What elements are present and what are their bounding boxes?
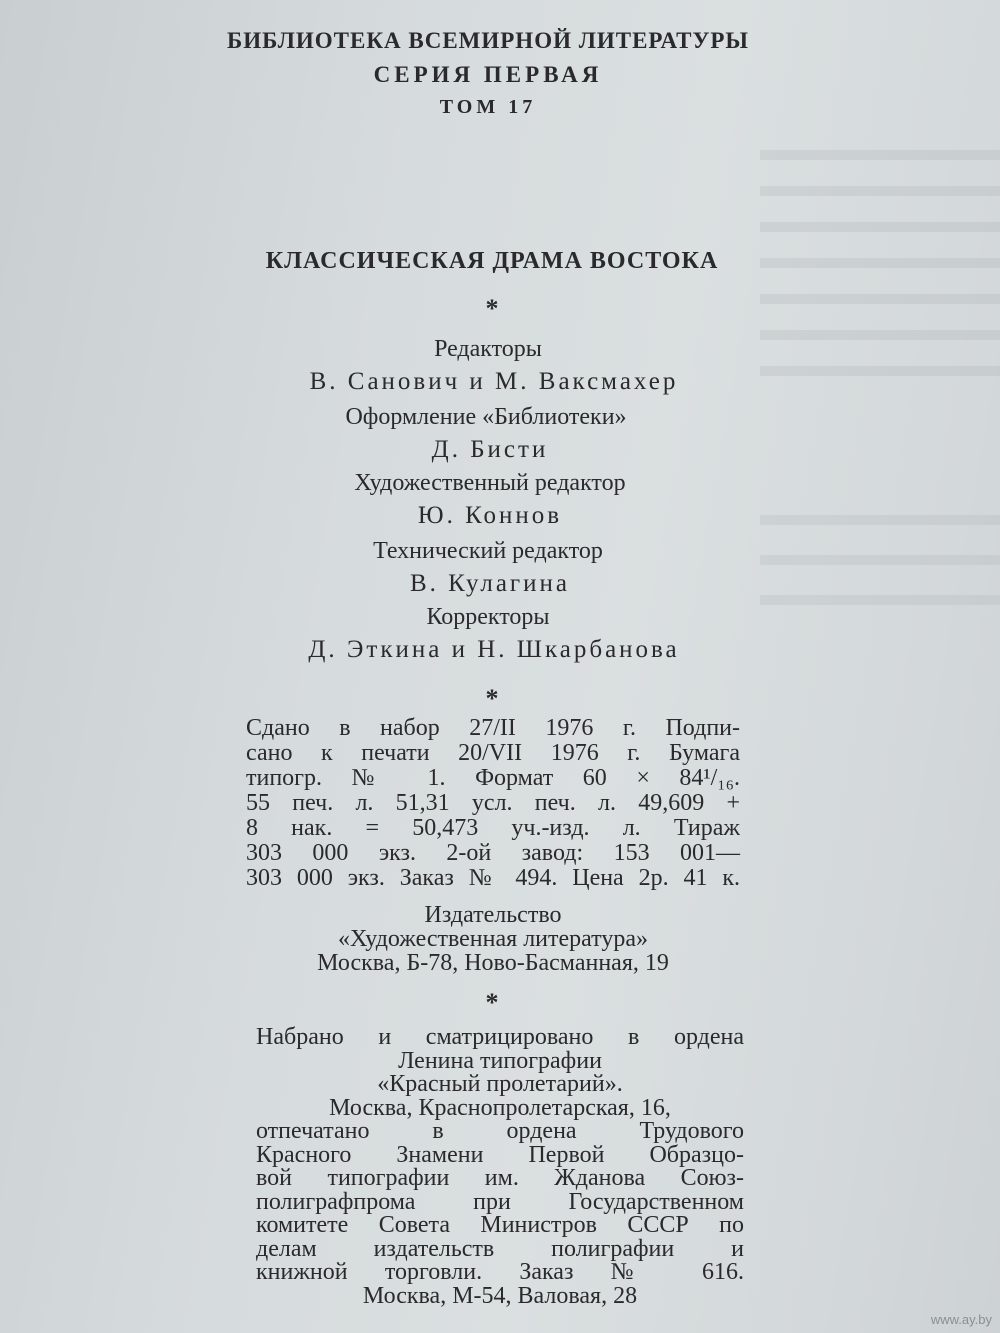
credit-name-editors: В. Санович и М. Ваксмахер — [309, 368, 679, 395]
print-details-line: 8 нак. = 50,473 уч.-изд. л. Тираж — [246, 815, 740, 841]
print-details-line: сано к печати 20/VII 1976 г. Бумага — [246, 740, 740, 766]
printer-line: комитете Совета Министров СССР по — [256, 1212, 744, 1238]
series-number: СЕРИЯ ПЕРВАЯ — [373, 62, 603, 87]
print-details-line: 55 печ. л. 51,31 усл. печ. л. 49,609 + — [246, 790, 740, 816]
printer-line: Ленина типографии — [398, 1047, 602, 1074]
separator-star-1: * — [485, 294, 499, 323]
separator-star-3: * — [485, 988, 499, 1017]
printer-line: отпечатано в ордена Трудового — [256, 1118, 744, 1144]
print-details-line: Сдано в набор 27/II 1976 г. Подпи- — [246, 715, 740, 741]
book-title: КЛАССИЧЕСКАЯ ДРАМА ВОСТОКА — [265, 248, 719, 274]
credit-role-art-editor: Художественный редактор — [354, 470, 626, 496]
printer-line: Красного Знамени Первой Образцо- — [256, 1141, 744, 1168]
printer-line: вой типографии им. Жданова Союз- — [256, 1165, 744, 1191]
publisher-line: Москва, Б-78, Ново-Басманная, 19 — [317, 950, 669, 976]
site-watermark: www.ay.by — [930, 1312, 992, 1327]
printer-line: делам издательств полиграфии и — [256, 1235, 744, 1262]
credit-name-art-editor: Ю. Коннов — [417, 502, 563, 529]
printer-line: Москва, Краснопролетарская, 16, — [329, 1094, 671, 1121]
volume-number: ТОМ 17 — [439, 96, 537, 118]
printer-line: Набрано и сматрицировано в ордена — [256, 1024, 744, 1050]
credit-name-design: Д. Бисти — [431, 436, 549, 463]
credit-role-tech-editor: Технический редактор — [373, 538, 603, 564]
separator-star-2: * — [485, 684, 499, 713]
print-details-line: 303 000 экз. Заказ № 494. Цена 2р. 41 к. — [246, 865, 740, 891]
print-details-line: 303 000 экз. 2-ой завод: 153 001— — [246, 840, 740, 866]
credit-role-proofreaders: Корректоры — [426, 604, 550, 630]
printer-line: книжной торговли. Заказ № 616. — [256, 1259, 744, 1285]
print-details-block — [246, 716, 740, 891]
credit-role-editors: Редакторы — [434, 336, 542, 362]
publisher-block — [246, 903, 740, 975]
printer-block — [256, 1026, 744, 1308]
library-series-name: БИБЛИОТЕКА ВСЕМИРНОЙ ЛИТЕРАТУРЫ — [227, 28, 749, 53]
credit-name-tech-editor: В. Кулагина — [409, 570, 571, 597]
printer-line: Москва, М-54, Валовая, 28 — [362, 1282, 638, 1309]
printer-line: полиграфпрома при Государственном — [256, 1188, 744, 1215]
publisher-line: Издательство — [424, 902, 562, 928]
credit-name-proofreaders: Д. Эткина и Н. Шкарбанова — [308, 636, 680, 663]
publisher-line: «Художественная литература» — [337, 926, 649, 952]
print-details-line: типогр. № 1. Формат 60 × 84¹/₁₆. — [246, 765, 740, 791]
credit-role-design: Оформление «Библиотеки» — [345, 404, 627, 430]
printer-line: «Красный пролетарий». — [377, 1071, 623, 1097]
